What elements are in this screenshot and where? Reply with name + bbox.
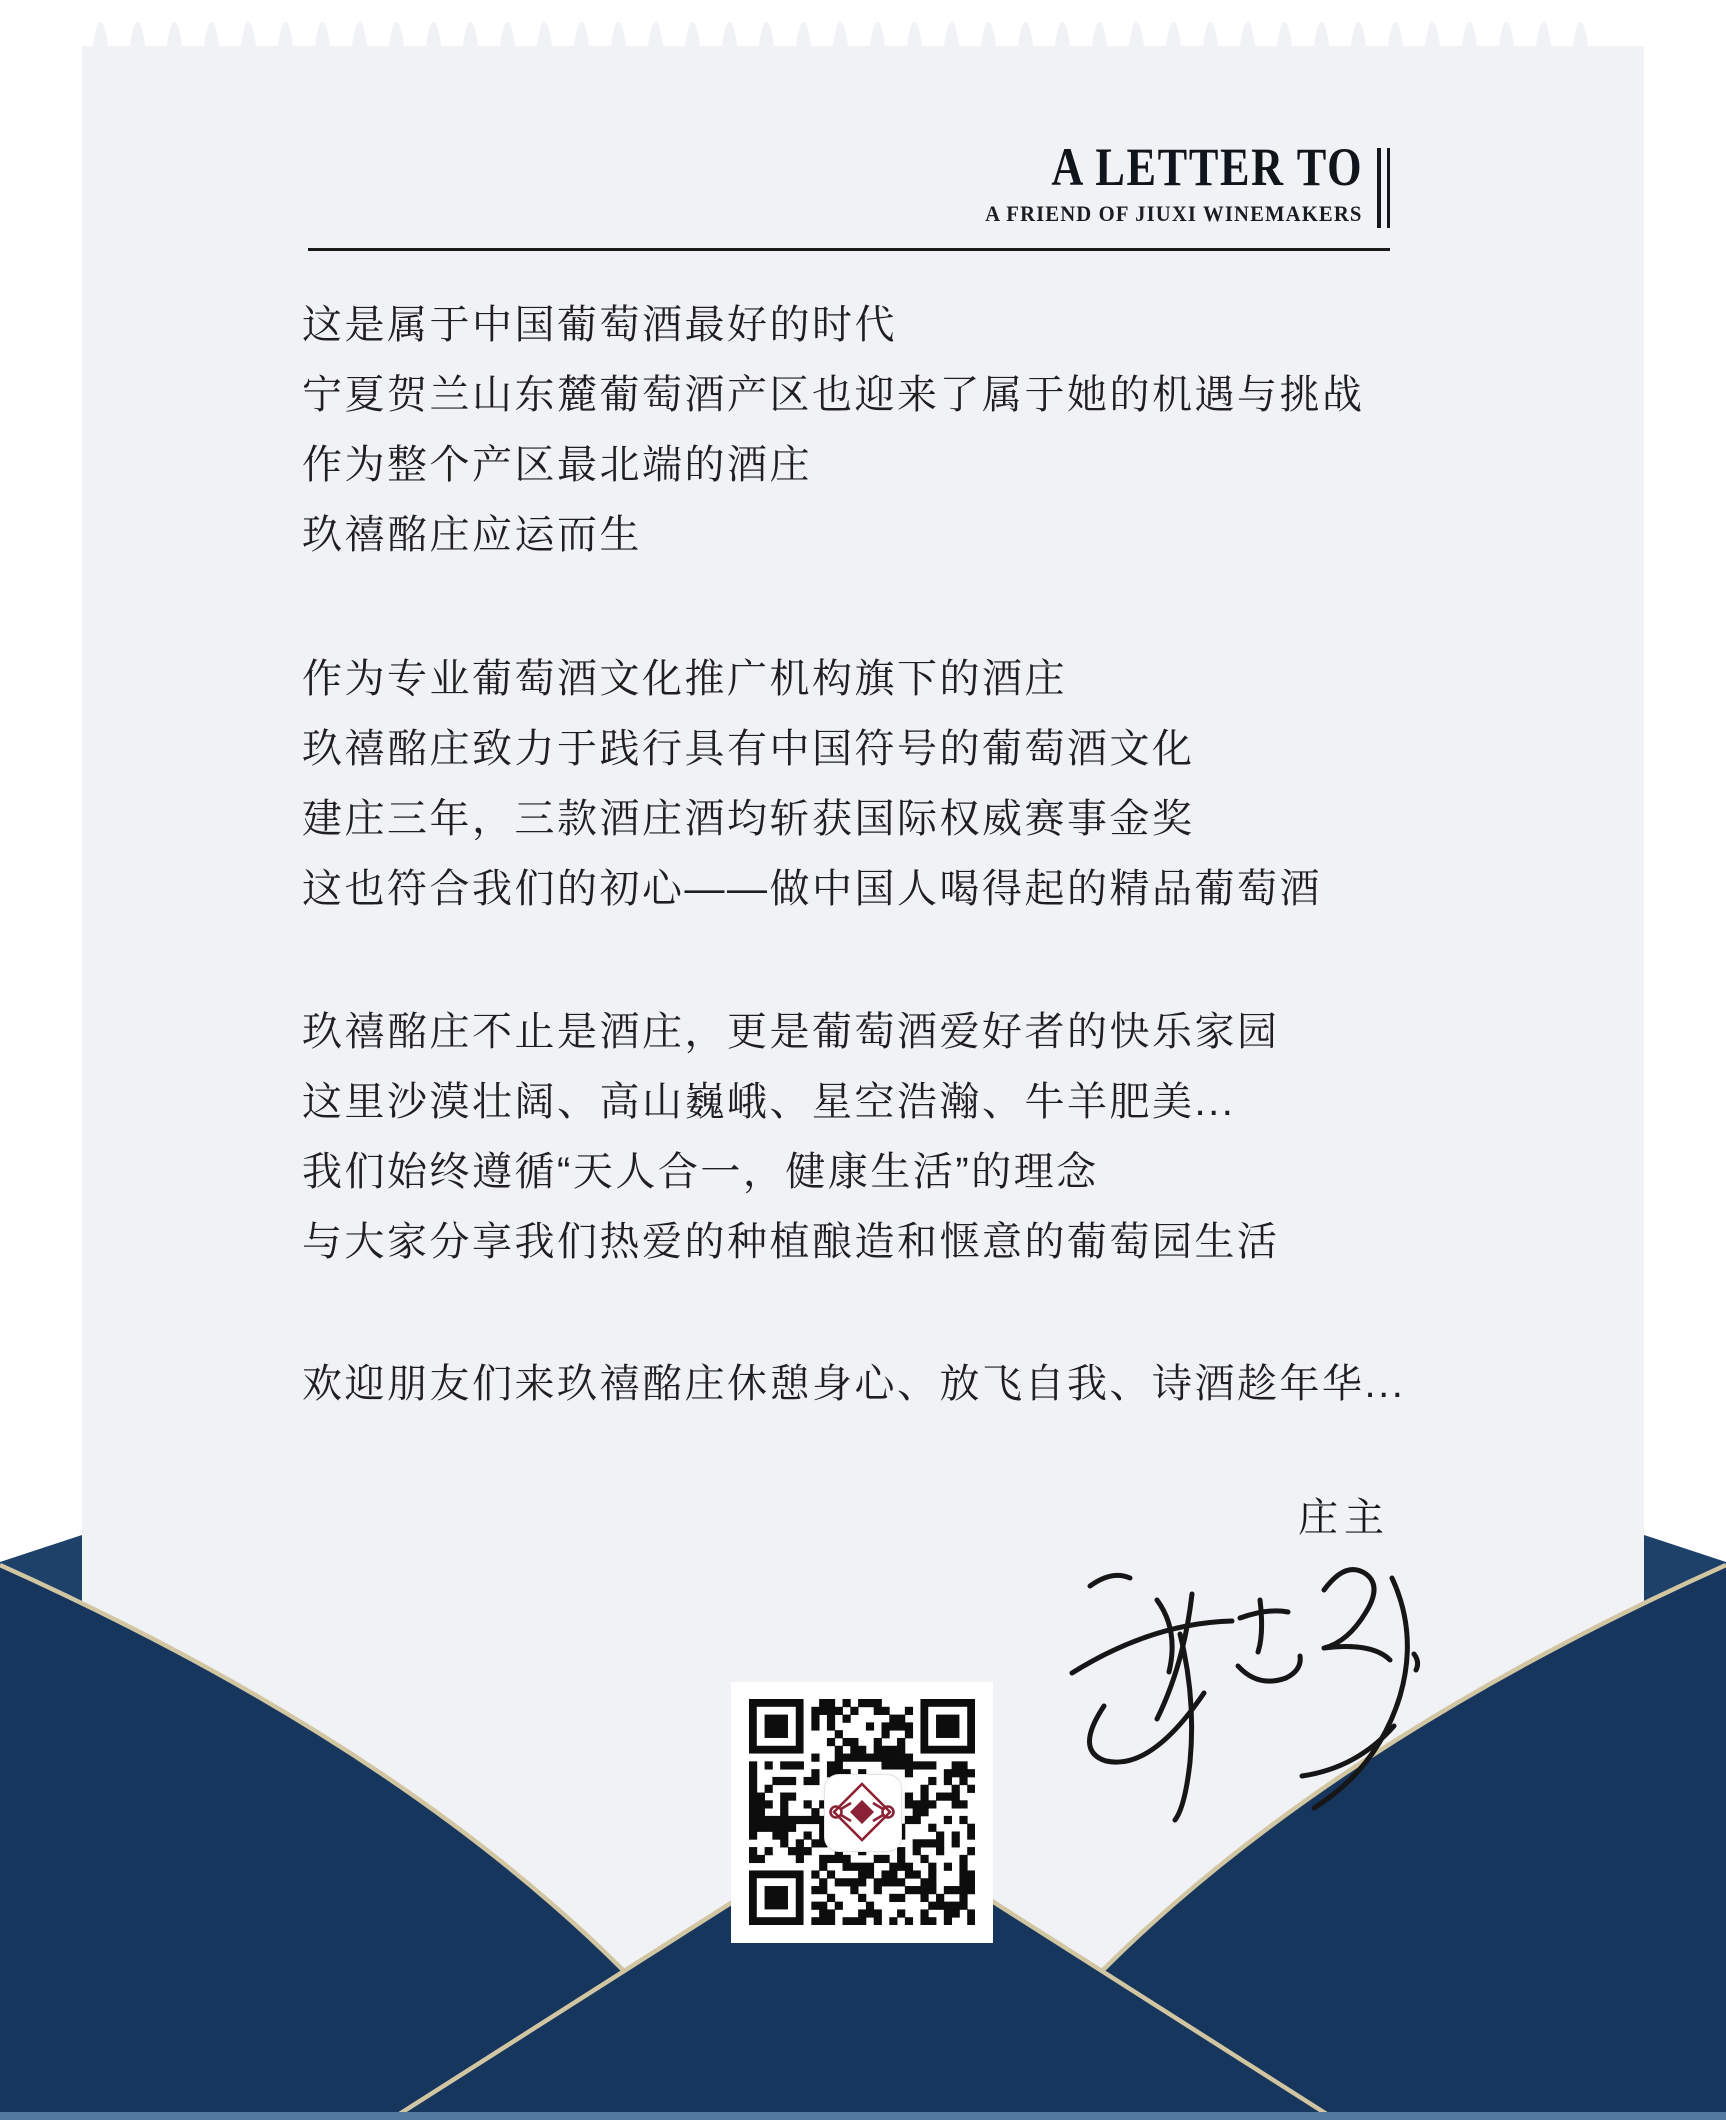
letter-line: 作为专业葡萄酒文化推广机构旗下的酒庄 [302, 657, 1067, 701]
letter-line: 欢迎朋友们来玖禧酩庄休憩身心、放飞自我、诗酒趁年华... [302, 1362, 1406, 1406]
winery-seal-icon [824, 1774, 902, 1852]
letter-line: 玖禧酩庄应运而生 [302, 513, 642, 557]
letter-line: 这也符合我们的初心——做中国人喝得起的精品葡萄酒 [302, 867, 1322, 911]
double-bar-icon [1377, 148, 1390, 228]
letter-line: 玖禧酩庄不止是酒庄，更是葡萄酒爱好者的快乐家园 [302, 1010, 1280, 1054]
letter-line: 作为整个产区最北端的酒庄 [302, 443, 812, 487]
letterhead-text [961, 137, 1363, 227]
letter-title: A LETTER TO [1051, 137, 1363, 197]
letter-line: 这是属于中国葡萄酒最好的时代 [302, 303, 897, 347]
letter-subtitle: A FRIEND OF JIUXI WINEMAKERS [985, 201, 1363, 226]
letter-line: 宁夏贺兰山东麓葡萄酒产区也迎来了属于她的机遇与挑战 [302, 373, 1365, 417]
closing-label: 庄主 [1298, 1496, 1390, 1540]
letter-paragraph [302, 644, 1482, 924]
letter-paragraph [302, 290, 1482, 570]
letter-line: 与大家分享我们热爱的种植酿造和惬意的葡萄园生活 [302, 1220, 1280, 1264]
handwritten-signature-icon [1062, 1538, 1432, 1828]
letterhead [961, 137, 1390, 228]
qr-code [731, 1682, 993, 1943]
letter-paragraph [302, 997, 1482, 1277]
letter-line: 玖禧酩庄致力于践行具有中国符号的葡萄酒文化 [302, 727, 1195, 771]
letter-line: 这里沙漠壮阔、高山巍峨、星空浩瀚、牛羊肥美... [302, 1080, 1236, 1124]
letter-paragraph [302, 1349, 1482, 1419]
envelope-bottom-fold-strip [0, 2112, 1726, 2120]
letter-line: 我们始终遵循“天人合一，健康生活”的理念 [302, 1150, 1099, 1194]
letter-line: 建庄三年，三款酒庄酒均斩获国际权威赛事金奖 [302, 797, 1195, 841]
letterhead-divider [308, 248, 1390, 251]
